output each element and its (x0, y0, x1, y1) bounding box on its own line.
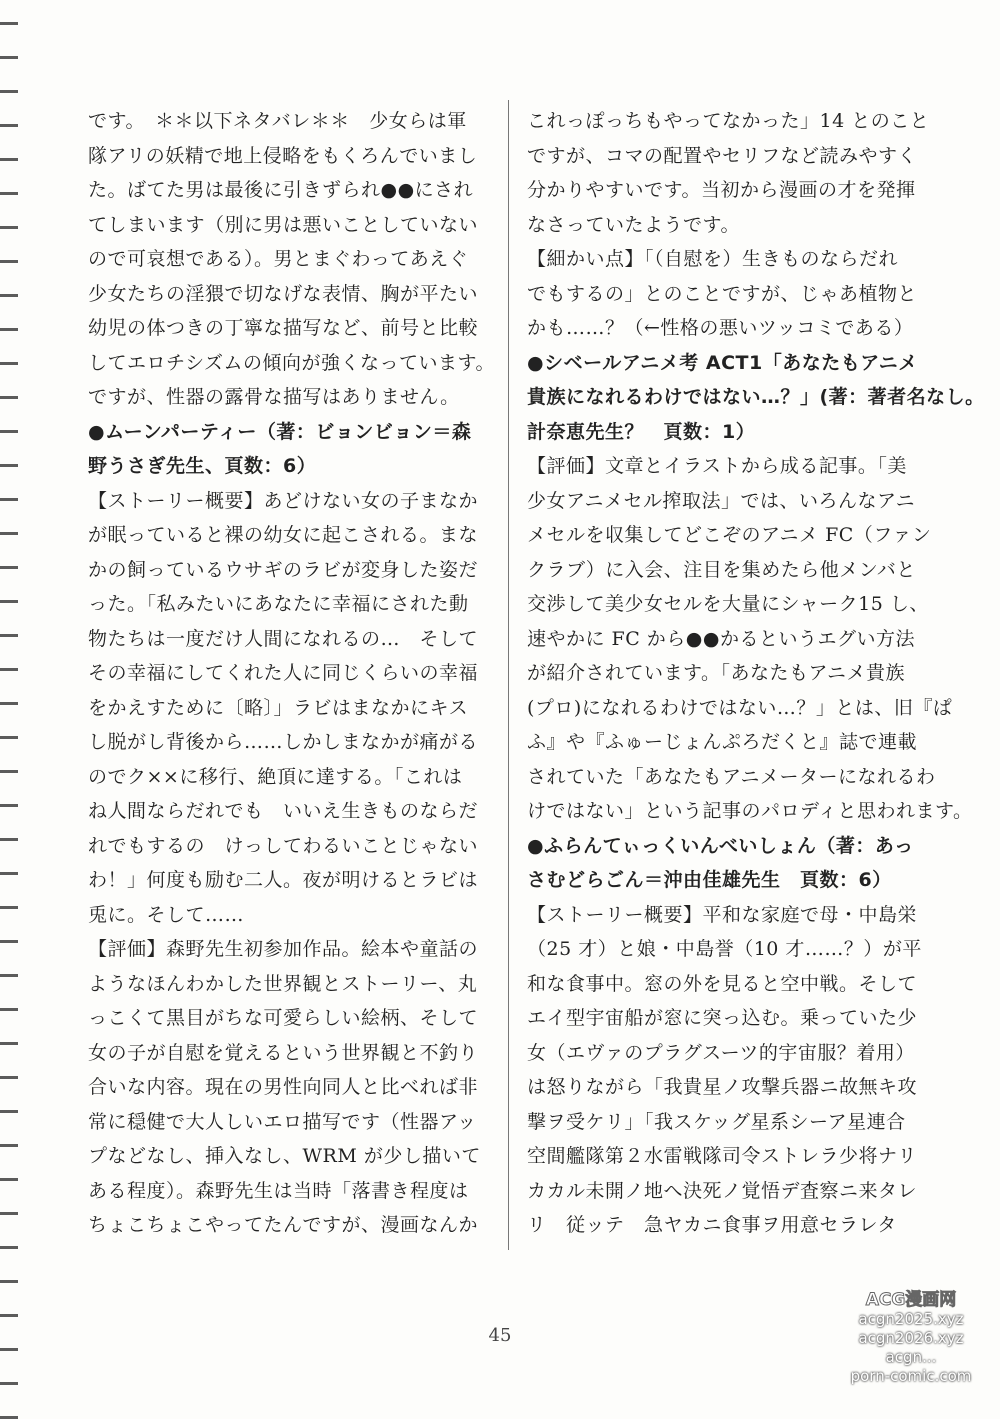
text-line: 隊アリの妖精で地上侵略をもくろんでいまし (88, 144, 478, 167)
text-line: してエロチシズムの傾向が強くなっています。 (88, 351, 496, 374)
text-line: 【評価】森野先生初参加作品。絵本や童話の (88, 938, 479, 960)
text-line: し脱がし背後から……しかしまなかが痛がる (88, 731, 479, 753)
section-heading-line: 野うさぎ先生、頁数：6） (88, 455, 317, 477)
text-line: っこくて黒目がちな可愛らしい絵柄、そして (88, 1007, 479, 1029)
text-line: されていた「あなたもアニメーターになれるわ (527, 765, 936, 788)
text-line: けではない」という記事のパロディと思われます。 (527, 800, 973, 822)
text-line: は怒りながら「我貴星ノ攻撃兵器ニ故無キ攻 (527, 1076, 918, 1098)
section-heading-line: 計奈恵先生？ 頁数：1） (527, 420, 756, 443)
text-line: ね人間ならだれでも いいえ生きものならだ (88, 800, 479, 822)
text-line: (プロ)になれるわけではない…？」とは、旧『ぱ (527, 696, 953, 719)
text-line: リ 従ッテ 急ヤカニ食事ヲ用意セラレタ (527, 1214, 897, 1236)
text-line: をかえすために〔略〕」ラビはまなかにキス (88, 696, 469, 719)
text-line: （25 才）と娘・中島誉（10 才……？）が平 (527, 938, 922, 960)
text-line: わ！」何度も励む二人。夜が明けるとラビは (88, 869, 479, 891)
text-line: 撃ヲ受ケリ」「我スケッグ星系シーア星連合 (527, 1110, 906, 1133)
watermark-line: acgn2026.xyz (858, 1329, 964, 1347)
binding-edge (0, 0, 18, 1419)
text-line: た。ばてた男は最後に引きずられ●●にされ (88, 179, 474, 201)
text-line: ちょこちょこやってたんですが、漫画なんか (88, 1214, 479, 1236)
column-divider (508, 100, 509, 1250)
section-heading-line: ●ふらんてぃっくいんべいしょん（著：あっ (527, 834, 914, 857)
text-line: が紹介されています。「あなたもアニメ貴族 (527, 662, 906, 684)
text-line: 常に穏健で大人しいエロ描写です（性器アッ (88, 1110, 477, 1133)
text-line: 【評価】文章とイラストから成る記事。「美 (527, 455, 907, 477)
text-line: ので可哀想である）。男とまぐわってあえぐ (88, 248, 469, 270)
text-line: ようなほんわかした世界観とストーリー、丸 (88, 972, 478, 995)
watermark-line: acgn... (885, 1348, 937, 1366)
text-line: ですが、コマの配置やセリフなど読みやすく (527, 144, 918, 167)
page-number: 45 (488, 1325, 512, 1346)
text-line: これっぽっちもやってなかった」14 とのこと (527, 110, 930, 132)
text-line: 女の子が自慰を覚えるという世界観と不釣り (88, 1041, 479, 1064)
text-line: メセルを収集してどこぞのアニメ FC（ファン (527, 524, 932, 546)
text-line: てしまいます（別に男は悪いことしていない (88, 213, 479, 236)
text-line: 少女たちの淫猥で切なげな表情、胸が平たい (88, 282, 479, 305)
text-line: 【ストーリー概要】あどけない女の子まなか (88, 489, 479, 512)
right-column (527, 104, 985, 1243)
text-line: 物たちは一度だけ人間になれるの… そして (88, 627, 479, 650)
watermark-line: porn-comic.com (850, 1367, 972, 1385)
text-line: その幸福にしてくれた人に同じくらいの幸福 (88, 662, 479, 684)
text-line: かの飼っているウサギのラビが変身した姿だ (88, 558, 479, 581)
section-heading-line: ●ムーンパーティー（著：ビョンビョン＝森 (88, 420, 472, 443)
text-line: なさっていたようです。 (527, 213, 740, 236)
watermark-logo: ACG漫画网 (865, 1290, 957, 1310)
text-line: プなどなし、挿入なし、WRM が少し描いて (88, 1145, 481, 1167)
text-line: ふ』や『ふゅーじょんぷろだくと』誌で連載 (527, 731, 918, 753)
watermark (836, 1285, 986, 1405)
text-line: ある程度）。森野先生は当時「落書き程度は (88, 1179, 469, 1202)
text-line: かも……？（←性格の悪いツッコミである） (527, 317, 914, 339)
text-line: 兎に。そして…… (88, 903, 245, 926)
text-line: カカル未開ノ地へ決死ノ覚悟デ査察ニ来タレ (527, 1179, 918, 1202)
text-line: 幼児の体つきの丁寧な描写など、前号と比較 (88, 317, 479, 339)
section-heading-line: 貴族になれるわけではない…？」(著：著者名なし。 (527, 386, 985, 408)
section-heading-line: ●シベールアニメ考 ACT1「あなたもアニメ (527, 351, 918, 374)
left-column (88, 104, 496, 1243)
text-line: クラブ）に入会、注目を集めたら他メンバと (527, 558, 916, 581)
text-line: 交渉して美少女セルを大量にシャーク15 し、 (527, 593, 929, 615)
text-line: 和な食事中。窓の外を見ると空中戦。そして (527, 972, 918, 995)
text-line: が眠っていると裸の幼女に起こされる。まな (88, 524, 479, 546)
section-heading-line: さむどらごん＝沖由佳雄先生 頁数：6） (527, 869, 892, 891)
text-line: 少女アニメセル搾取法」では、いろんなアニ (527, 489, 916, 512)
text-line: 速やかに FC から●●かるというエグい方法 (527, 627, 915, 650)
text-line: 合いな内容。現在の男性向同人と比べれば非 (88, 1076, 479, 1098)
text-line: れでもするの けっしてわるいことじゃない (88, 834, 479, 857)
text-line: った。「私みたいにあなたに幸福にされた動 (88, 593, 469, 615)
text-line: ですが、性器の露骨な描写はありません。 (88, 386, 460, 408)
text-line: 【細かい点】「（自慰を）生きものならだれ (527, 248, 899, 270)
watermark-line: acgn2025.xyz (858, 1310, 964, 1328)
text-line: でもするの」とのことですが、じゃあ植物と (527, 282, 918, 305)
text-line: のでク××に移行、絶頂に達する。「これは (88, 765, 463, 788)
text-line: 【ストーリー概要】平和な家庭で母・中島栄 (527, 903, 918, 926)
text-line: 女（エヴァのプラグスーツ的宇宙服？着用） (527, 1041, 915, 1064)
text-line: エイ型宇宙船が窓に突っ込む。乗っていた少 (527, 1007, 918, 1029)
text-line: 分かりやすいです。当初から漫画の才を発揮 (527, 179, 916, 201)
text-line: です。 ＊＊以下ネタバレ＊＊ 少女らは軍 (88, 110, 467, 132)
text-line: 空間艦隊第２水雷戦隊司令ストレラ少将ナリ (527, 1145, 918, 1167)
